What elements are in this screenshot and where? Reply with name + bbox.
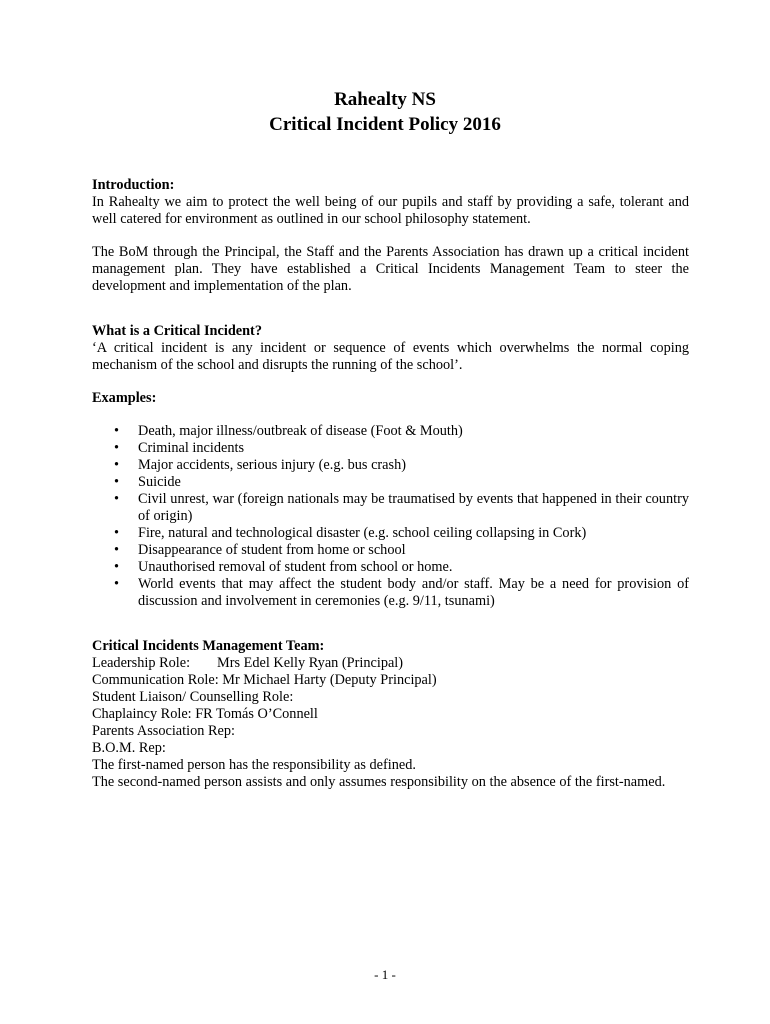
bullet-icon: • [114, 474, 120, 490]
introduction-paragraph-1: In Rahealty we aim to protect the well being of our pupils and staff by providing a safe, tolerant and well catered for environment as outlined in our school philosophy statement. [92, 194, 689, 227]
bullet-icon: • [114, 491, 120, 507]
definition-heading: What is a Critical Incident? [92, 323, 262, 339]
list-item: • Civil unrest, war (foreign nationals may be traumatised by events that happened in their country of origin) [114, 491, 689, 524]
student-liaison-role: Student Liaison/ Counselling Role: [92, 689, 294, 705]
page-number: - 1 - [374, 967, 396, 982]
examples-list [92, 423, 689, 610]
list-item: • Suicide [114, 474, 181, 490]
examples-heading: Examples: [92, 390, 157, 406]
document-title [0, 87, 770, 137]
communication-role: Communication Role: Mr Michael Harty (Deputy Principal) [92, 672, 437, 688]
list-item: • Unauthorised removal of student from school or home. [114, 559, 453, 575]
introduction-heading: Introduction: [92, 177, 175, 193]
introduction-paragraph-2: The BoM through the Principal, the Staff and the Parents Association has drawn up a critical incident management plan. They have established a Critical Incidents Management Team to steer the development and implementation of the plan. [92, 244, 689, 294]
leadership-role [92, 655, 689, 672]
bullet-icon: • [114, 423, 120, 439]
school-name: Rahealty NS [334, 89, 436, 110]
bom-rep: B.O.M. Rep: [92, 740, 166, 756]
list-item: • Major accidents, serious injury (e.g. bus crash) [114, 457, 406, 473]
leadership-role-label: Leadership Role: [92, 655, 191, 671]
list-item: • Criminal incidents [114, 440, 245, 456]
list-item: • Disappearance of student from home or school [114, 542, 406, 558]
parents-association-rep: Parents Association Rep: [92, 723, 235, 739]
policy-title: Critical Incident Policy 2016 [269, 114, 501, 135]
document-body [92, 177, 689, 791]
definition-text: ‘A critical incident is any incident or sequence of events which overwhelms the normal coping mechanism of the school and disrupts the running of the school’. [92, 340, 689, 373]
bullet-icon: • [114, 542, 120, 558]
bullet-icon: • [114, 525, 120, 541]
bullet-icon: • [114, 440, 120, 456]
bullet-icon: • [114, 457, 120, 473]
leadership-role-value: Mrs Edel Kelly Ryan (Principal) [217, 655, 404, 671]
list-item: • Fire, natural and technological disaster (e.g. school ceiling collapsing in Cork) [114, 525, 587, 541]
team-heading: Critical Incidents Management Team: [92, 638, 325, 654]
bullet-icon: • [114, 559, 120, 575]
bullet-icon: • [114, 576, 120, 592]
chaplaincy-role: Chaplaincy Role: FR Tomás O’Connell [92, 706, 318, 722]
responsibility-note-1: The first-named person has the responsibility as defined. [92, 757, 416, 773]
responsibility-note-2: The second-named person assists and only assumes responsibility on the absence of the first-named. [92, 774, 666, 790]
list-item: • Death, major illness/outbreak of disease (Foot & Mouth) [114, 423, 463, 439]
list-item: • World events that may affect the student body and/or staff. May be a need for provision of discussion and involvement in ceremonies (e.g. 9/11, tsunami) [114, 576, 689, 609]
